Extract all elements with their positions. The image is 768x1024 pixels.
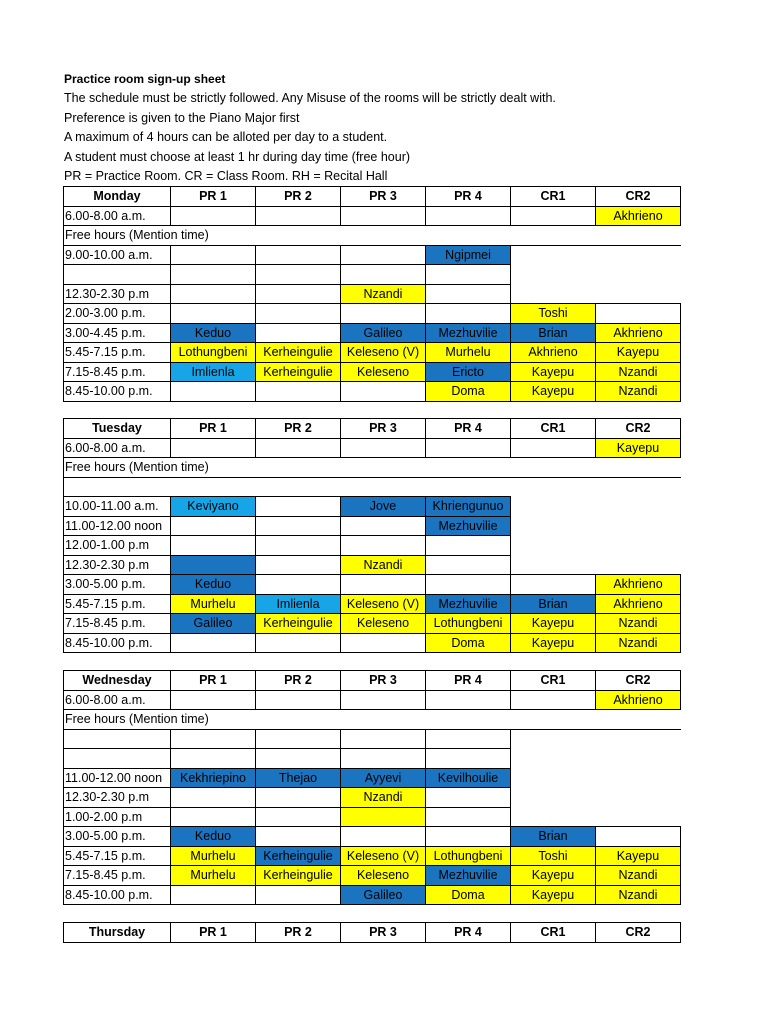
table-row: [64, 477, 681, 497]
booking-cell[interactable]: [426, 788, 511, 808]
booking-cell[interactable]: Kerheingulie: [256, 846, 341, 866]
time-slot: [64, 265, 171, 285]
table-row: [64, 206, 681, 226]
time-slot: 7.15-8.45 p.m.: [64, 614, 171, 634]
header-row: [64, 187, 681, 207]
table-row: [64, 304, 681, 324]
table-row: [64, 768, 681, 788]
column-header: PR 1: [171, 923, 256, 943]
booking-cell[interactable]: [256, 729, 341, 749]
booking-cell[interactable]: Thejao: [256, 768, 341, 788]
booking-cell[interactable]: Brian: [511, 594, 596, 614]
time-slot: 12.30-2.30 p.m: [64, 284, 171, 304]
booking-cell[interactable]: Kerheingulie: [256, 343, 341, 363]
time-slot: 2.00-3.00 p.m.: [64, 304, 171, 324]
booking-cell[interactable]: Doma: [426, 885, 511, 905]
column-header: CR2: [596, 671, 681, 691]
time-slot: 7.15-8.45 p.m.: [64, 362, 171, 382]
booking-cell[interactable]: [171, 807, 256, 827]
day-table-thursday: [63, 922, 681, 943]
booking-cell[interactable]: Keleseno (V): [341, 846, 426, 866]
time-slot: 5.45-7.15 p.m.: [64, 343, 171, 363]
booking-cell[interactable]: [171, 245, 256, 265]
booking-cell[interactable]: [511, 438, 596, 458]
booking-cell[interactable]: Khriengunuo: [426, 497, 511, 517]
booking-cell[interactable]: Kekhriepino: [171, 768, 256, 788]
sheet-title: Practice room sign-up sheet: [64, 72, 226, 86]
free-hours-label: Free hours (Mention time): [64, 226, 681, 246]
booking-cell[interactable]: Galileo: [171, 614, 256, 634]
booking-cell[interactable]: Ericto: [426, 362, 511, 382]
time-slot: 11.00-12.00 noon: [64, 768, 171, 788]
time-slot: 6.00-8.00 a.m.: [64, 438, 171, 458]
table-row: [64, 516, 681, 536]
booking-cell[interactable]: [511, 206, 596, 226]
column-header: PR 4: [426, 187, 511, 207]
time-slot: 8.45-10.00 p.m.: [64, 633, 171, 653]
table-row: [64, 866, 681, 886]
column-header: PR 1: [171, 671, 256, 691]
booking-cell[interactable]: Lothungbeni: [426, 614, 511, 634]
booking-cell[interactable]: [256, 749, 341, 769]
column-header: CR2: [596, 187, 681, 207]
booking-cell[interactable]: [341, 382, 426, 402]
time-slot: 1.00-2.00 p.m: [64, 807, 171, 827]
empty-space: [511, 536, 681, 556]
booking-cell[interactable]: Mezhuvilie: [426, 323, 511, 343]
booking-cell[interactable]: Nzandi: [341, 555, 426, 575]
column-header: CR2: [596, 923, 681, 943]
booking-cell[interactable]: Mezhuvilie: [426, 516, 511, 536]
rule-line: A student must choose at least 1 hr during day time (free hour): [64, 149, 411, 164]
booking-cell[interactable]: Ngipmei: [426, 245, 511, 265]
booking-cell[interactable]: Akhrieno: [511, 343, 596, 363]
table-row: [64, 497, 681, 517]
booking-cell[interactable]: [426, 555, 511, 575]
empty-space: [511, 516, 681, 536]
booking-cell[interactable]: [256, 516, 341, 536]
booking-cell[interactable]: Murhelu: [171, 594, 256, 614]
booking-cell[interactable]: [171, 516, 256, 536]
booking-cell[interactable]: [341, 633, 426, 653]
time-slot: [64, 729, 171, 749]
booking-cell[interactable]: Nzandi: [596, 614, 681, 634]
booking-cell[interactable]: [341, 516, 426, 536]
booking-cell[interactable]: [171, 536, 256, 556]
intro-block: [64, 70, 556, 186]
booking-cell[interactable]: Kayepu: [596, 343, 681, 363]
booking-cell[interactable]: [171, 555, 256, 575]
booking-cell[interactable]: Mezhuvilie: [426, 594, 511, 614]
booking-cell[interactable]: [256, 827, 341, 847]
booking-cell[interactable]: [256, 265, 341, 285]
time-slot: 5.45-7.15 p.m.: [64, 594, 171, 614]
booking-cell[interactable]: Doma: [426, 382, 511, 402]
booking-cell[interactable]: Keleseno: [341, 866, 426, 886]
booking-cell[interactable]: [256, 788, 341, 808]
booking-cell[interactable]: [426, 807, 511, 827]
booking-cell[interactable]: [426, 827, 511, 847]
table-row: [64, 343, 681, 363]
booking-cell[interactable]: [171, 885, 256, 905]
blank-row: [64, 477, 681, 497]
booking-cell[interactable]: [256, 575, 341, 595]
day-header: Wednesday: [64, 671, 171, 691]
time-slot: 3.00-5.00 p.m.: [64, 575, 171, 595]
booking-cell[interactable]: Nzandi: [596, 362, 681, 382]
booking-cell[interactable]: Nzandi: [596, 633, 681, 653]
booking-cell[interactable]: Nzandi: [596, 866, 681, 886]
table-row: [64, 749, 681, 769]
table-row: [64, 265, 681, 285]
day-header: Tuesday: [64, 419, 171, 439]
booking-cell[interactable]: [341, 265, 426, 285]
booking-cell[interactable]: [426, 536, 511, 556]
booking-cell[interactable]: Lothungbeni: [171, 343, 256, 363]
table-row: [64, 614, 681, 634]
booking-cell[interactable]: Nzandi: [341, 284, 426, 304]
table-row: [64, 885, 681, 905]
booking-cell[interactable]: [256, 284, 341, 304]
time-slot: 5.45-7.15 p.m.: [64, 846, 171, 866]
column-header: PR 2: [256, 419, 341, 439]
column-header: CR2: [596, 419, 681, 439]
rule-line: The schedule must be strictly followed. Any Misuse of the rooms will be strictly dealt with.: [64, 91, 556, 106]
booking-cell[interactable]: Kerheingulie: [256, 362, 341, 382]
booking-cell[interactable]: Akhrieno: [596, 206, 681, 226]
booking-cell[interactable]: Lothungbeni: [426, 846, 511, 866]
booking-cell[interactable]: [341, 206, 426, 226]
booking-cell[interactable]: Nzandi: [596, 885, 681, 905]
booking-cell[interactable]: Nzandi: [596, 382, 681, 402]
booking-cell[interactable]: [426, 690, 511, 710]
booking-cell[interactable]: [171, 382, 256, 402]
booking-cell[interactable]: Keviyano: [171, 497, 256, 517]
time-slot: 12.00-1.00 p.m: [64, 536, 171, 556]
booking-cell[interactable]: [256, 536, 341, 556]
booking-cell[interactable]: [171, 206, 256, 226]
booking-cell[interactable]: Kayepu: [511, 614, 596, 634]
header-row: [64, 419, 681, 439]
booking-cell[interactable]: [256, 323, 341, 343]
booking-cell[interactable]: [256, 633, 341, 653]
booking-cell[interactable]: Kayepu: [511, 382, 596, 402]
empty-space: [511, 284, 681, 304]
column-header: PR 3: [341, 187, 426, 207]
empty-space: [511, 807, 681, 827]
booking-cell[interactable]: [511, 690, 596, 710]
booking-cell[interactable]: Keleseno (V): [341, 343, 426, 363]
booking-cell[interactable]: [256, 807, 341, 827]
column-header: PR 1: [171, 419, 256, 439]
booking-cell[interactable]: Keduo: [171, 323, 256, 343]
booking-cell[interactable]: Keleseno: [341, 614, 426, 634]
booking-cell[interactable]: [341, 690, 426, 710]
header-row: [64, 923, 681, 943]
booking-cell[interactable]: Kayepu: [511, 866, 596, 886]
empty-space: [511, 729, 681, 749]
legend-line: PR = Practice Room. CR = Class Room. RH = Recital Hall: [64, 168, 388, 183]
time-slot: 3.00-5.00 p.m.: [64, 827, 171, 847]
booking-cell[interactable]: [256, 206, 341, 226]
column-header: PR 1: [171, 187, 256, 207]
booking-cell[interactable]: Doma: [426, 633, 511, 653]
column-header: PR 2: [256, 923, 341, 943]
booking-cell[interactable]: Kerheingulie: [256, 866, 341, 886]
table-row: [64, 226, 681, 246]
booking-cell[interactable]: Jove: [341, 497, 426, 517]
booking-cell[interactable]: Keduo: [171, 827, 256, 847]
booking-cell[interactable]: Brian: [511, 827, 596, 847]
booking-cell[interactable]: [426, 438, 511, 458]
booking-cell[interactable]: [171, 690, 256, 710]
table-row: [64, 382, 681, 402]
booking-cell[interactable]: Imlienla: [171, 362, 256, 382]
time-slot: [64, 749, 171, 769]
booking-cell[interactable]: [426, 729, 511, 749]
empty-space: [511, 555, 681, 575]
booking-cell[interactable]: [341, 304, 426, 324]
booking-cell[interactable]: [256, 497, 341, 517]
booking-cell[interactable]: [171, 304, 256, 324]
column-header: PR 3: [341, 923, 426, 943]
booking-cell[interactable]: Murhelu: [171, 846, 256, 866]
booking-cell[interactable]: [426, 575, 511, 595]
time-slot: 12.30-2.30 p.m: [64, 788, 171, 808]
day-table-monday: [63, 186, 681, 402]
booking-cell[interactable]: [426, 304, 511, 324]
booking-cell[interactable]: Akhrieno: [596, 323, 681, 343]
time-slot: 8.45-10.00 p.m.: [64, 382, 171, 402]
booking-cell[interactable]: [341, 749, 426, 769]
booking-cell[interactable]: Imlienla: [256, 594, 341, 614]
table-row: [64, 362, 681, 382]
time-slot: 12.30-2.30 p.m: [64, 555, 171, 575]
header-row: [64, 671, 681, 691]
booking-cell[interactable]: [256, 438, 341, 458]
day-table-wednesday: [63, 670, 681, 905]
booking-cell[interactable]: Nzandi: [341, 788, 426, 808]
booking-cell[interactable]: [256, 245, 341, 265]
booking-cell[interactable]: [171, 788, 256, 808]
booking-cell[interactable]: [171, 633, 256, 653]
table-row: [64, 323, 681, 343]
time-slot: 6.00-8.00 a.m.: [64, 206, 171, 226]
table-row: [64, 846, 681, 866]
time-slot: 3.00-4.45 p.m.: [64, 323, 171, 343]
booking-cell[interactable]: Akhrieno: [596, 575, 681, 595]
booking-cell[interactable]: [341, 575, 426, 595]
booking-cell[interactable]: Kerheingulie: [256, 614, 341, 634]
empty-space: [511, 749, 681, 769]
booking-cell[interactable]: Kayepu: [511, 362, 596, 382]
column-header: CR1: [511, 187, 596, 207]
booking-cell[interactable]: [426, 206, 511, 226]
column-header: PR 4: [426, 923, 511, 943]
booking-cell[interactable]: [256, 555, 341, 575]
booking-cell[interactable]: [171, 749, 256, 769]
day-header: Thursday: [64, 923, 171, 943]
booking-cell[interactable]: [341, 536, 426, 556]
booking-cell[interactable]: Toshi: [511, 846, 596, 866]
time-slot: 7.15-8.45 p.m.: [64, 866, 171, 886]
booking-cell[interactable]: [341, 729, 426, 749]
time-slot: 11.00-12.00 noon: [64, 516, 171, 536]
booking-cell[interactable]: Brian: [511, 323, 596, 343]
booking-cell[interactable]: Toshi: [511, 304, 596, 324]
table-row: [64, 788, 681, 808]
booking-cell[interactable]: [511, 575, 596, 595]
column-header: PR 2: [256, 187, 341, 207]
booking-cell[interactable]: Keleseno (V): [341, 594, 426, 614]
booking-cell[interactable]: Galileo: [341, 885, 426, 905]
rule-line: Preference is given to the Piano Major first: [64, 110, 300, 125]
booking-cell[interactable]: Murhelu: [426, 343, 511, 363]
table-row: [64, 594, 681, 614]
booking-cell[interactable]: Keleseno: [341, 362, 426, 382]
empty-space: [511, 265, 681, 285]
column-header: CR1: [511, 671, 596, 691]
booking-cell[interactable]: [256, 382, 341, 402]
booking-cell[interactable]: [256, 304, 341, 324]
booking-cell[interactable]: Kevilhoulie: [426, 768, 511, 788]
booking-cell[interactable]: Ayyevi: [341, 768, 426, 788]
column-header: PR 4: [426, 671, 511, 691]
booking-cell[interactable]: [341, 438, 426, 458]
free-hours-label: Free hours (Mention time): [64, 458, 681, 478]
booking-cell[interactable]: [426, 284, 511, 304]
time-slot: 9.00-10.00 a.m.: [64, 245, 171, 265]
table-row: [64, 245, 681, 265]
booking-cell[interactable]: [171, 729, 256, 749]
free-hours-label: Free hours (Mention time): [64, 710, 681, 730]
booking-cell[interactable]: [341, 245, 426, 265]
booking-cell[interactable]: Akhrieno: [596, 594, 681, 614]
column-header: PR 4: [426, 419, 511, 439]
empty-space: [511, 768, 681, 788]
booking-cell[interactable]: [596, 827, 681, 847]
column-header: PR 2: [256, 671, 341, 691]
booking-cell[interactable]: [256, 690, 341, 710]
table-row: [64, 807, 681, 827]
column-header: CR1: [511, 923, 596, 943]
table-row: [64, 729, 681, 749]
time-slot: 10.00-11.00 a.m.: [64, 497, 171, 517]
day-table-tuesday: [63, 418, 681, 653]
column-header: PR 3: [341, 419, 426, 439]
column-header: CR1: [511, 419, 596, 439]
booking-cell[interactable]: Galileo: [341, 323, 426, 343]
table-row: [64, 575, 681, 595]
booking-cell[interactable]: Keduo: [171, 575, 256, 595]
day-header: Monday: [64, 187, 171, 207]
booking-cell[interactable]: [426, 265, 511, 285]
empty-space: [511, 788, 681, 808]
table-row: [64, 690, 681, 710]
time-slot: 6.00-8.00 a.m.: [64, 690, 171, 710]
booking-cell[interactable]: [171, 438, 256, 458]
table-row: [64, 710, 681, 730]
booking-cell[interactable]: Kayepu: [596, 438, 681, 458]
booking-cell[interactable]: [341, 827, 426, 847]
table-row: [64, 827, 681, 847]
table-row: [64, 633, 681, 653]
table-row: [64, 438, 681, 458]
booking-cell[interactable]: [596, 304, 681, 324]
booking-cell[interactable]: [171, 265, 256, 285]
booking-cell[interactable]: [341, 807, 426, 827]
empty-space: [511, 497, 681, 517]
empty-space: [511, 245, 681, 265]
column-header: PR 3: [341, 671, 426, 691]
booking-cell[interactable]: Kayepu: [596, 846, 681, 866]
booking-cell[interactable]: Kayepu: [511, 633, 596, 653]
table-row: [64, 458, 681, 478]
booking-cell[interactable]: [426, 749, 511, 769]
rule-line: A maximum of 4 hours can be alloted per day to a student.: [64, 130, 388, 145]
booking-cell[interactable]: Kayepu: [511, 885, 596, 905]
booking-cell[interactable]: [256, 885, 341, 905]
booking-cell[interactable]: Mezhuvilie: [426, 866, 511, 886]
table-row: [64, 555, 681, 575]
booking-cell[interactable]: [171, 284, 256, 304]
table-row: [64, 536, 681, 556]
booking-cell[interactable]: Murhelu: [171, 866, 256, 886]
time-slot: 8.45-10.00 p.m.: [64, 885, 171, 905]
table-row: [64, 284, 681, 304]
booking-cell[interactable]: Akhrieno: [596, 690, 681, 710]
